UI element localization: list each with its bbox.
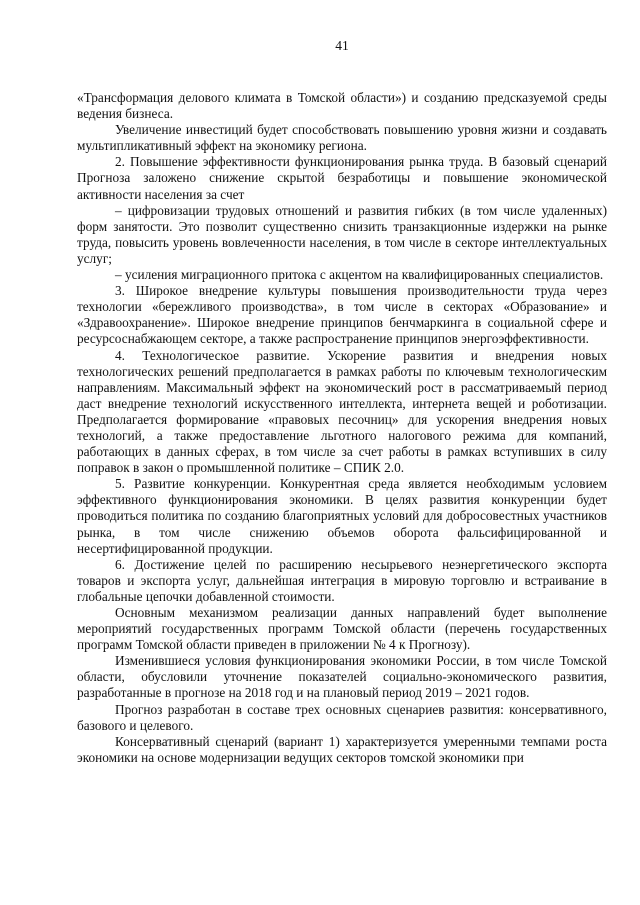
document-page <box>77 0 607 905</box>
paragraph-labor-market: 2. Повышение эффективности функционирования рынка труда. В базовый сценарий Прогноза заложено снижение скрытой безработицы и повышение экономической активности населения за счет <box>77 154 607 202</box>
document-body <box>77 90 607 766</box>
list-item-digitalization: – цифровизации трудовых отношений и развития гибких (в том числе удаленных) форм занятости. Это позволит существенно снизить транзакционные издержки на рынке труда, повысить уровень вовлеченности населения, в том числе в секторе интеллектуальных услуг; <box>77 202 607 266</box>
paragraph-technology: 4. Технологическое развитие. Ускорение развития и внедрения новых технологических решений предполагается в рамках работы по ключевым технологическим направлениям. Максимальный эффект на экономический рост в рассматриваемый период даст внедрение технологий искусственного интеллекта, интернета вещей и роботизации. Предполагается формирование «правовых песочниц» для ускорения внедрения новых технологий, а также предоставление льготного налогового режима для компаний, работающих в данных сферах, в том числе за счет работы в рамках вступивших в силу поправок в закон о промышленной политике – СПИК 2.0. <box>77 347 607 476</box>
paragraph-productivity: 3. Широкое внедрение культуры повышения производительности труда через технологии «бережливого производства», в том числе в секторах «Образование» и «Здравоохранение». Широкое внедрение принципов бенчмаркинга в социальной сфере и ресурсоснабжающем секторе, а также распространение принципов энергоэффективности. <box>77 283 607 347</box>
page-number: 41 <box>335 38 349 53</box>
paragraph-continuation: «Трансформация делового климата в Томской области») и созданию предсказуемой среды ведения бизнеса. <box>77 90 607 122</box>
paragraph-competition: 5. Развитие конкуренции. Конкурентная среда является необходимым условием эффективного функционирования экономики. В целях развития конкуренции будет проводиться политика по созданию благоприятных условий для добросовестных участников рынка, в том числе снижению объемов оборота фальсифицированной и несертифицированной продукции. <box>77 476 607 556</box>
paragraph-investment: Увеличение инвестиций будет способствовать повышению уровня жизни и создавать мультипликативный эффект на экономику региона. <box>77 122 607 154</box>
paragraph-scenarios: Прогноз разработан в составе трех основных сценариев развития: консервативного, базового и целевого. <box>77 701 607 733</box>
paragraph-export: 6. Достижение целей по расширению несырьевого неэнергетического экспорта товаров и экспорта услуг, дальнейшая интеграция в мировую торговлю и встраивание в глобальные цепочки добавленной стоимости. <box>77 556 607 604</box>
paragraph-state-programs: Основным механизмом реализации данных направлений будет выполнение мероприятий государственных программ Томской области (перечень государственных программ Томской области приведен в приложении № 4 к Прогнозу). <box>77 605 607 653</box>
paragraph-conditions: Изменившиеся условия функционирования экономики России, в том числе Томской области, обусловили уточнение показателей социально-экономического развития, разработанные в прогнозе на 2018 год и на плановый период 2019 – 2021 годов. <box>77 653 607 701</box>
paragraph-conservative-scenario: Консервативный сценарий (вариант 1) характеризуется умеренными темпами роста экономики на основе модернизации ведущих секторов томской экономики при <box>77 733 607 765</box>
list-item-migration: – усиления миграционного притока с акцентом на квалифицированных специалистов. <box>115 267 604 283</box>
